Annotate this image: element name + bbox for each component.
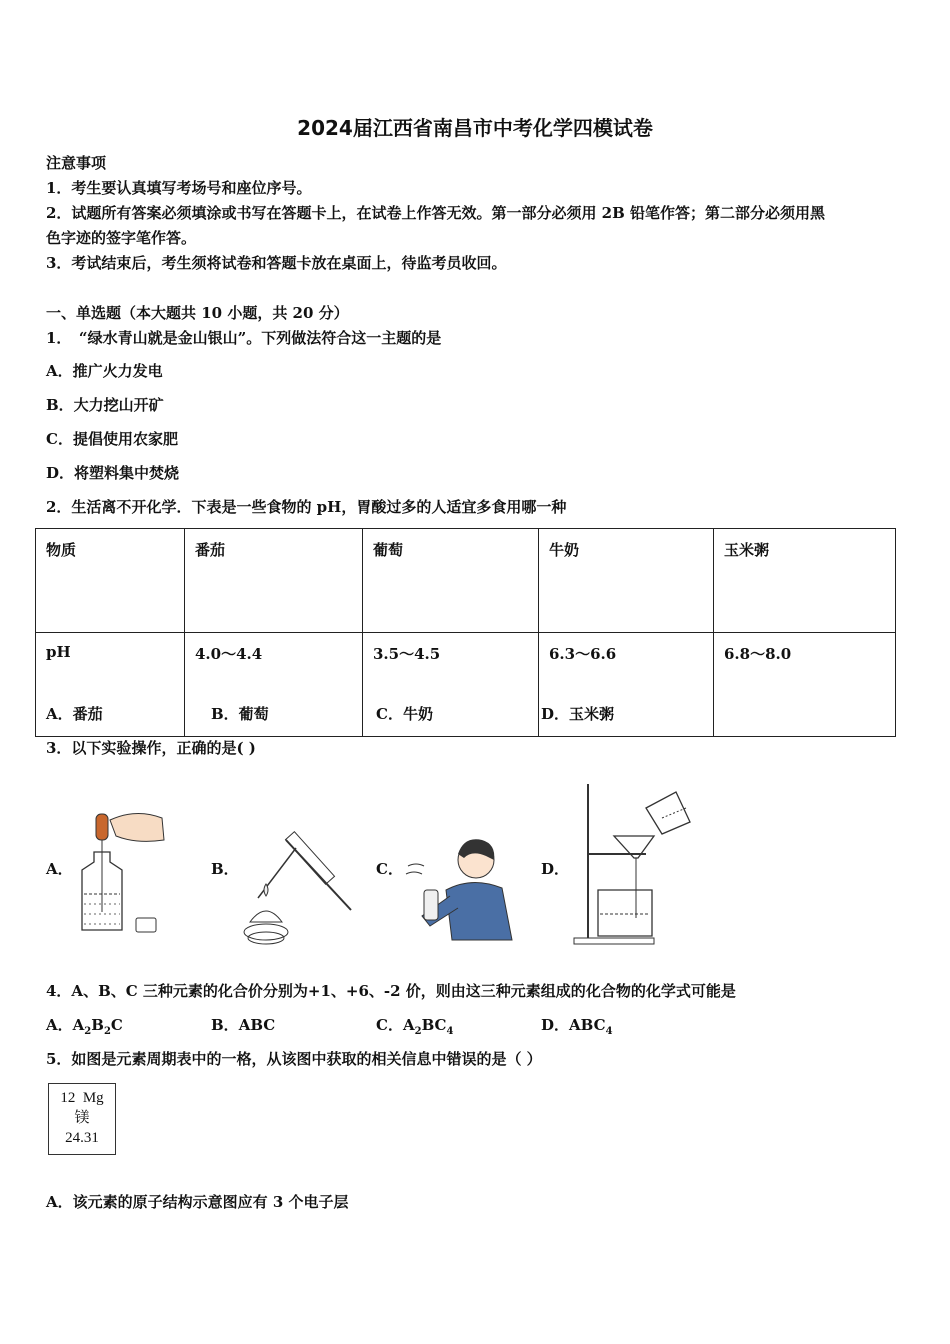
- q4-option-c: C．$A_2BC_4$: [376, 1016, 454, 1037]
- table-row: [36, 529, 896, 633]
- table-cell: 物质: [36, 529, 185, 633]
- notice-heading: 注意事项: [46, 154, 107, 172]
- notice-item-2-cont: 色字迹的签字笔作答。: [46, 229, 197, 247]
- table-cell: 6.3～6.6: [539, 633, 714, 737]
- table-cell: 葡萄: [363, 529, 539, 633]
- smelling-figure: [402, 830, 517, 945]
- q5-stem: 5．如图是元素周期表中的一格，从该图中获取的相关信息中错误的是（ ）: [46, 1050, 542, 1068]
- q1-stem: 1． “绿水青山就是金山银山”。下列做法符合这一主题的是: [46, 329, 442, 347]
- notice-item-3: 3．考试结束后，考生须将试卷和答题卡放在桌面上，待监考员收回。: [46, 254, 507, 272]
- element-number-symbol: 12 Mg: [60, 1090, 104, 1106]
- table-cell: 6.8～8.0: [714, 633, 896, 737]
- q4-option-b: B．ABC: [211, 1016, 276, 1034]
- table-cell: 玉米粥: [714, 529, 896, 633]
- q1-option-b: B．大力挖山开矿: [46, 396, 164, 414]
- notice-item-2: 2．试题所有答案必须填涂或书写在答题卡上，在试卷上作答无效。第一部分必须用 2B 铅笔作答；第二部分必须用黑: [46, 204, 826, 222]
- q1-option-a: A．推广火力发电: [46, 362, 163, 380]
- q5-option-a: A．该元素的原子结构示意图应有 3 个电子层: [46, 1193, 349, 1211]
- table-cell: 3.5～4.5: [363, 633, 539, 737]
- section-heading: 一、单选题（本大题共 10 小题，共 20 分）: [46, 304, 349, 322]
- element-name: 镁: [74, 1110, 90, 1126]
- heating-tube-figure: [236, 830, 356, 948]
- filtration-figure: [570, 778, 695, 948]
- q3-label-d: D．: [541, 860, 570, 878]
- q2-option-d: D．玉米粥: [541, 705, 615, 723]
- dropper-bottle-figure: [76, 800, 168, 940]
- notice-item-1: 1．考生要认真填写考场号和座位序号。: [46, 179, 312, 197]
- element-mass: 24.31: [65, 1130, 99, 1146]
- q2-stem: 2．生活离不开化学．下表是一些食物的 pH，胃酸过多的人适宜多食用哪一种: [46, 498, 567, 516]
- q2-option-b: B．葡萄: [211, 705, 269, 723]
- table-cell: 牛奶: [539, 529, 714, 633]
- q4-option-a: A．$A_2B_2C$: [46, 1016, 123, 1037]
- table-row: [36, 633, 896, 737]
- q2-option-a: A．番茄: [46, 705, 103, 723]
- page-title: 2024届江西省南昌市中考化学四模试卷: [297, 116, 653, 140]
- q1-option-d: D．将塑料集中焚烧: [46, 464, 180, 482]
- table-cell: 番茄: [185, 529, 363, 633]
- q3-label-c: C．: [376, 860, 403, 878]
- table-cell: 4.0～4.4: [185, 633, 363, 737]
- q3-label-a: A．: [46, 860, 73, 878]
- ph-table: [35, 528, 896, 737]
- q3-stem: 3．以下实验操作，正确的是( ): [46, 739, 256, 757]
- q1-option-c: C．提倡使用农家肥: [46, 430, 178, 448]
- q3-label-b: B．: [211, 860, 239, 878]
- element-cell-magnesium: [48, 1083, 116, 1155]
- q4-stem: 4．A、B、C 三种元素的化合价分别为+1、+6、-2 价，则由这三种元素组成的化合物的化学式可能是: [46, 982, 736, 1000]
- q4-option-d: D．$ABC_4$: [541, 1016, 613, 1037]
- q2-option-c: C．牛奶: [376, 705, 433, 723]
- table-cell: pH: [36, 633, 185, 737]
